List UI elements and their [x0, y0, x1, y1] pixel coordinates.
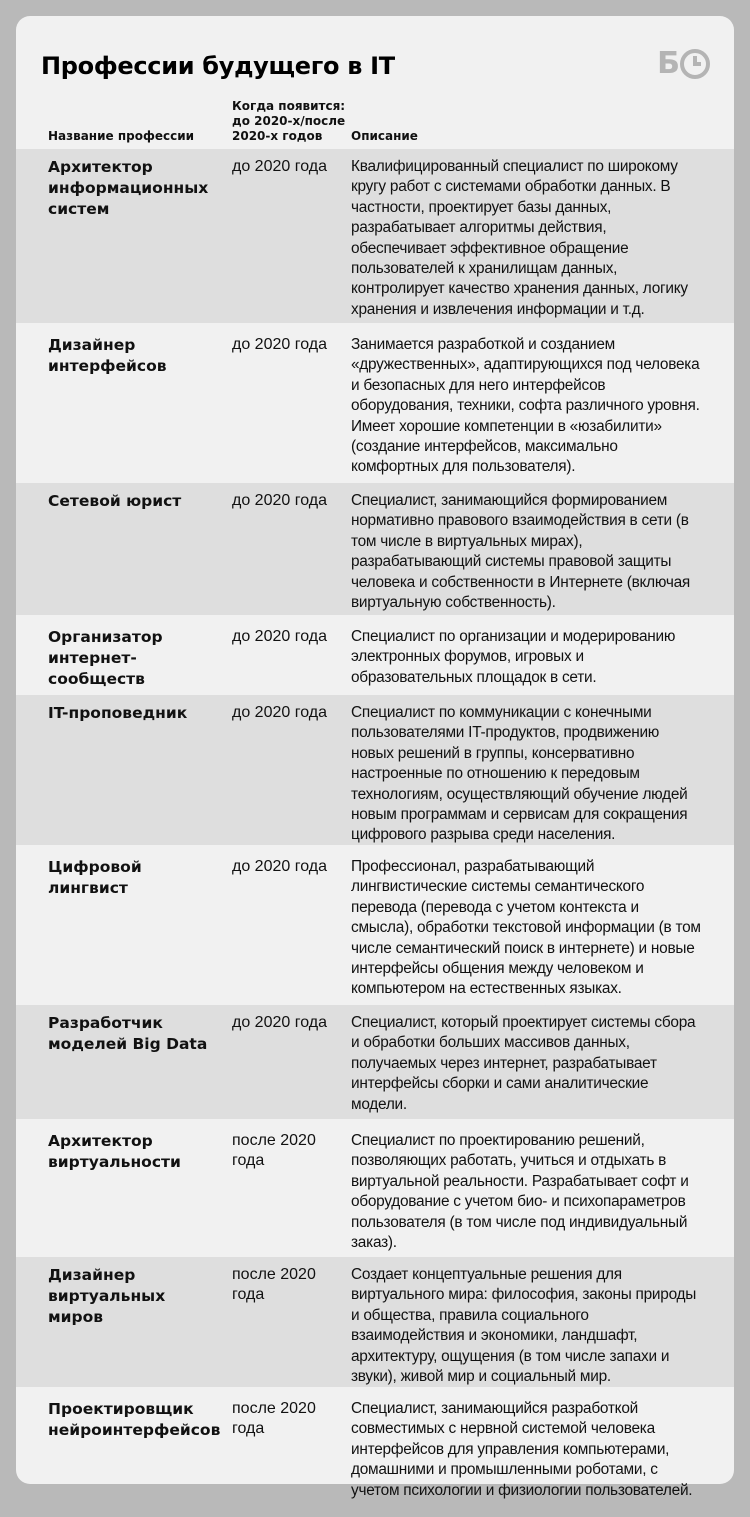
profession-when: до 2020 года [232, 158, 327, 175]
profession-name: Сетевой юрист [48, 492, 182, 510]
table-row [16, 323, 734, 479]
profession-name: Проектировщик нейроинтерфейсов [48, 1400, 221, 1439]
profession-when: после 2020 года [232, 1266, 316, 1303]
profession-desc: Специалист по коммуникации с конечными пользователями IT-продуктов, продвижению новых решений в группы, консервативно настроенные по отношению к передовым технологиям, осуществляющий обучение людей новым программам и сервисам для сокращения цифрового разрыва среди населения. [351, 704, 688, 844]
professions-table [16, 145, 734, 1517]
infographic-card [16, 16, 734, 1499]
bo-logo [657, 46, 710, 81]
table-row [16, 845, 734, 1001]
logo-letter: Б [657, 46, 678, 81]
table-row [16, 615, 734, 691]
profession-name: Организатор интернет-сообществ [48, 628, 163, 688]
header-desc: Описание [351, 129, 418, 143]
clock-icon [680, 49, 710, 79]
profession-when: до 2020 года [232, 1014, 327, 1031]
profession-desc: Специалист, занимающийся формированием нормативно правового взаимодействия в сети (в том числе в виртуальных мирах), разрабатывающий системы правовой защиты человека и собственности в Интернете (включая виртуальную собственность). [351, 492, 690, 612]
profession-when: до 2020 года [232, 492, 327, 509]
table-row [16, 1119, 734, 1253]
profession-desc: Специалист по организации и модерированию электронных форумов, игровых и образовательных площадок в сети. [351, 628, 676, 686]
profession-name: Архитектор виртуальности [48, 1132, 181, 1171]
profession-when: до 2020 года [232, 858, 327, 875]
profession-when: до 2020 года [232, 336, 327, 353]
table-row [16, 145, 734, 323]
profession-name: Архитектор информационных систем [48, 158, 209, 218]
table-row [16, 1387, 734, 1517]
profession-when: после 2020 года [232, 1132, 316, 1169]
profession-name: Дизайнер интерфейсов [48, 336, 167, 375]
profession-when: до 2020 года [232, 628, 327, 645]
header-name: Название профессии [48, 129, 195, 143]
table-row [16, 1253, 734, 1387]
table-row [16, 1001, 734, 1119]
table-row [16, 479, 734, 615]
profession-desc: Профессионал, разрабатывающий лингвистические системы семантического перевода (перевода с учетом контекста и смысла), обработки текстовой информации (в том числе семантический поиск в интернете) и новые интерфейсы общения между человеком и компьютером на естественных языках. [351, 858, 701, 998]
table-header [16, 88, 734, 144]
profession-name: Дизайнер виртуальных миров [48, 1266, 166, 1326]
table-row [16, 691, 734, 845]
profession-when: после 2020 года [232, 1400, 316, 1437]
header-when: Когда появится: до 2020-х/после 2020-х годов [232, 99, 346, 143]
page-title: Профессии будущего в IT [41, 52, 395, 80]
profession-desc: Создает концептуальные решения для виртуального мира: философия, законы природы и общества, правила социального взаимодействия и экономики, ландшафт, архитектуру, ощущения (в том числе запахи и звуки), живой мир и социальный мир. [351, 1266, 697, 1386]
profession-desc: Специалист, который проектирует системы сбора и обработки больших массивов данных, получаемых через интернет, разрабатывает интерфейсы сборки и сами аналитические модели. [351, 1014, 696, 1113]
profession-when: до 2020 года [232, 704, 327, 721]
profession-name: Разработчик моделей Big Data [48, 1014, 208, 1053]
profession-name: Цифровой лингвист [48, 858, 142, 897]
profession-desc: Квалифицированный специалист по широкому кругу работ с системами обработки данных. В частности, проектирует базы данных, разрабатывает алгоритмы действия, обеспечивает эффективное обращение пользователей к хранилищам данных, контролирует качество хранения данных, логику хранения и извлечения информации и т.д. [351, 158, 688, 318]
profession-desc: Специалист по проектированию решений, позволяющих работать, учиться и отдыхать в виртуальной реальности. Разрабатывает софт и оборудование с учетом био- и психопараметров пользователя (в том числе под индивидуальный заказ). [351, 1132, 689, 1252]
profession-name: IT-проповедник [48, 704, 188, 722]
profession-desc: Занимается разработкой и созданием «дружественных», адаптирующихся под человека и безопасных для него интерфейсов оборудования, техники, софта различного уровня. Имеет хорошие компетенции в «юзабилити» (создание интерфейсов, максимально комфортных для пользователя). [351, 336, 700, 476]
profession-desc: Специалист, занимающийся разработкой совместимых с нервной системой человека интерфейсов для управления компьютерами, домашними и промышленными роботами, с учетом психологии и физиологии пользователей. [351, 1400, 693, 1499]
